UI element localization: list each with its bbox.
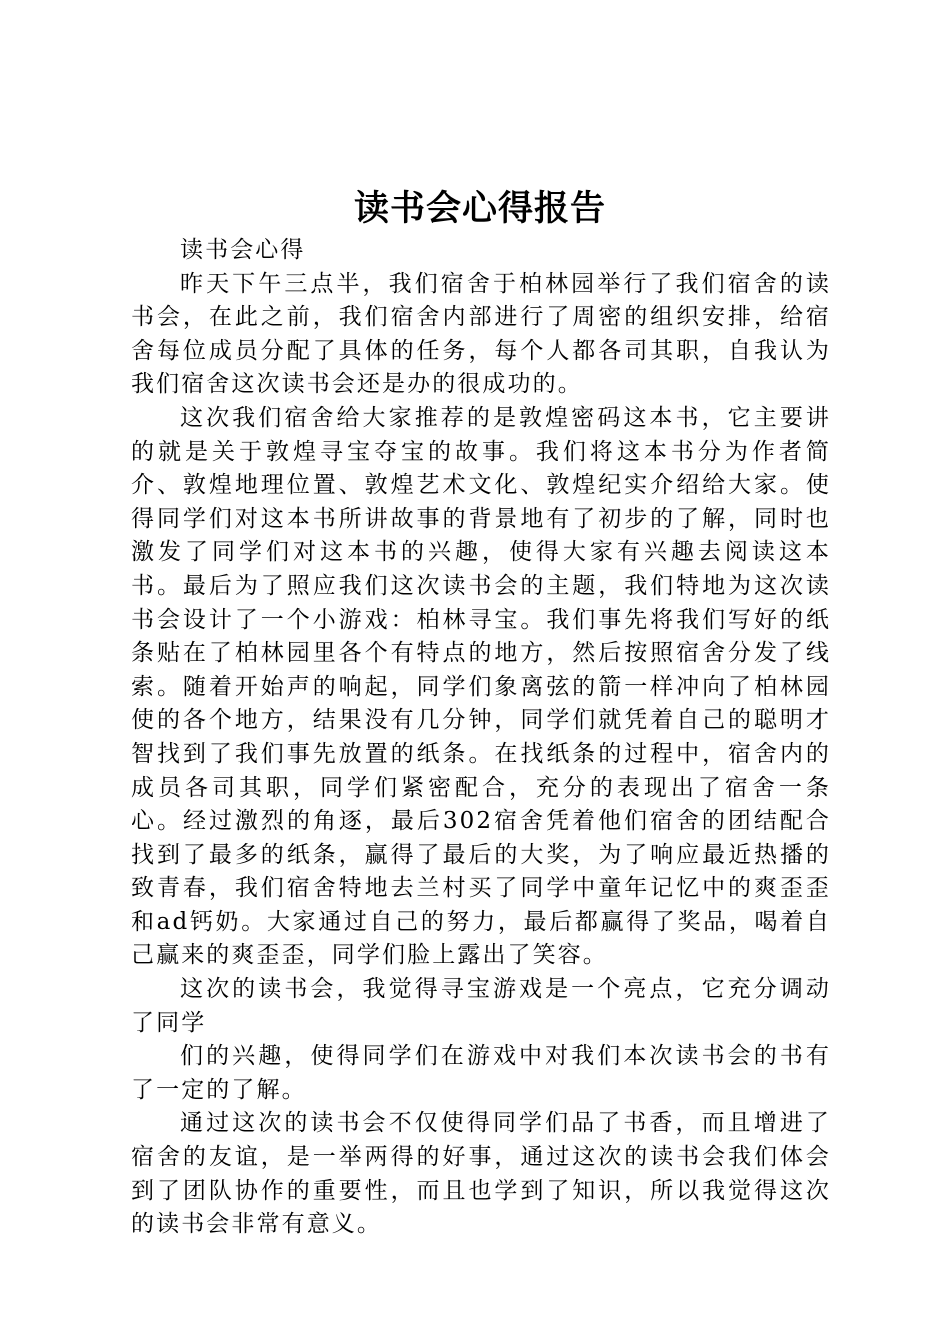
paragraph: 这次我们宿舍给大家推荐的是敦煌密码这本书，它主要讲的就是关于敦煌寻宝夺宝的故事。我们将这本书分为作者简介、敦煌地理位置、敦煌艺术文化、敦煌纪实介绍给大家。使得同学们对这本书所讲故事的背景地有了初步的了解，同时也激发了同学们对这本书的兴趣，使得大家有兴趣去阅读这本书。最后为了照应我们这次读书会的主题，我们特地为这次读书会设计了一个小游戏：柏林寻宝。我们事先将我们写好的纸条贴在了柏林园里各个有特点的地方，然后按照宿舍分发了线索。随着开始声的响起，同学们象离弦的箭一样冲向了柏林园使的各个地方，结果没有几分钟，同学们就凭着自己的聪明才智找到了我们事先放置的纸条。在找纸条的过程中，宿舍内的成员各司其职，同学们紧密配合，充分的表现出了宿舍一条心。经过激烈的角逐，最后302宿舍凭着他们宿舍的团结配合找到了最多的纸条，赢得了最后的大奖，为了响应最近热播的致青春，我们宿舍特地去兰村买了同学中童年记忆中的爽歪歪和ad钙奶。大家通过自己的努力，最后都赢得了奖品，喝着自己赢来的爽歪歪，同学们脸上露出了笑容。 [131, 404, 831, 969]
document-title: 读书会心得报告 [353, 189, 606, 229]
paragraph: 昨天下午三点半，我们宿舍于柏林园举行了我们宿舍的读书会，在此之前，我们宿舍内部进行了周密的组织安排，给宿舍每位成员分配了具体的任务，每个人都各司其职，自我认为我们宿舍这次读书会还是办的很成功的。 [131, 270, 831, 398]
document-body [131, 234, 831, 1242]
paragraph: 这次的读书会，我觉得寻宝游戏是一个亮点，它充分调动了同学 [131, 976, 831, 1036]
paragraph: 们的兴趣，使得同学们在游戏中对我们本次读书会的书有了一定的了解。 [131, 1043, 831, 1103]
paragraph: 通过这次的读书会不仅使得同学们品了书香，而且增进了宿舍的友谊，是一举两得的好事，通过这次的读书会我们体会到了团队协作的重要性，而且也学到了知识，所以我觉得这次的读书会非常有意义。 [131, 1110, 831, 1238]
paragraph-subtitle: 读书会心得 [180, 237, 306, 263]
